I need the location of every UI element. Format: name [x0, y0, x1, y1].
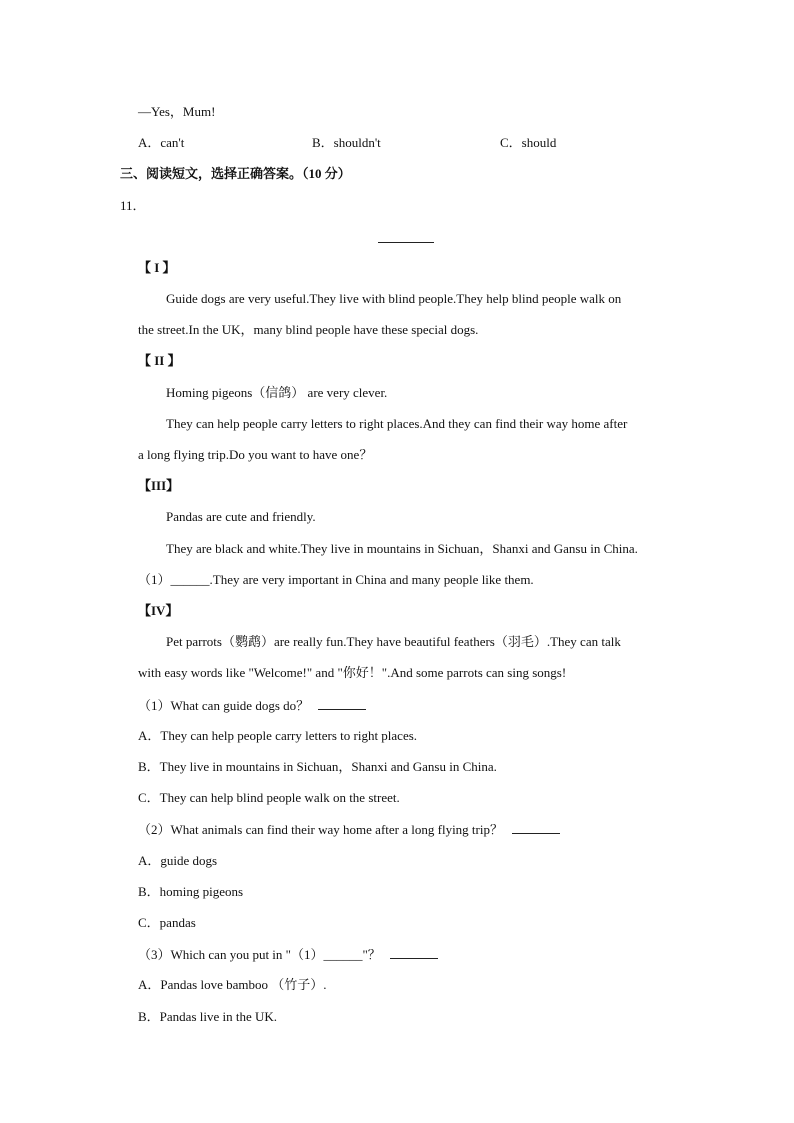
question-3-option-b: B．Pandas live in the UK.	[138, 1009, 278, 1024]
section-heading: 三、阅读短文，选择正确答案。（10 分）	[120, 166, 351, 181]
passage-2-line-2: They can help people carry letters to right places.And they can find their way home after	[166, 416, 628, 431]
q10-option-a: A．can't	[138, 135, 185, 150]
answer-blank-2[interactable]	[512, 821, 560, 834]
question-2-option-b: B．homing pigeons	[138, 884, 244, 899]
question-1-option-b: B．They live in mountains in Sichuan，Shanxi and Gansu in China.	[138, 759, 497, 774]
passage-3-line-1: Pandas are cute and friendly.	[166, 509, 316, 524]
question-2-text: （2）What animals can find their way home after a long flying trip？	[138, 822, 503, 837]
passage-label-4: 【IV】	[138, 603, 179, 618]
passage-1-line-2: the street.In the UK，many blind people have these special dogs.	[138, 322, 479, 337]
passage-4-line-2: with easy words like "Welcome!" and "你好！".And some parrots can sing songs!	[138, 665, 567, 680]
passage-3-line-2: They are black and white.They live in mountains in Sichuan，Shanxi and Gansu in China.	[166, 541, 638, 556]
question-3-option-a: A．Pandas love bamboo （竹子）.	[138, 977, 327, 992]
passage-label-3: 【III】	[138, 478, 180, 493]
question-1-text: （1）What can guide dogs do？	[138, 698, 310, 713]
question-3-stem	[138, 946, 438, 963]
passage-4-line-1: Pet parrots（鹦鹉）are really fun.They have beautiful feathers（羽毛）.They can talk	[166, 634, 621, 649]
q10-option-c: C．should	[500, 135, 557, 150]
passage-label-2: 【 II 】	[138, 353, 181, 368]
question-number: 11．	[120, 198, 146, 213]
passage-3-line-3: （1）______.They are very important in China and many people like them.	[138, 572, 534, 587]
passage-label-1: 【 I 】	[138, 260, 176, 275]
question-1-stem	[138, 697, 366, 714]
question-2-option-a: A．guide dogs	[138, 853, 218, 868]
passage-2-line-1: Homing pigeons（信鸽） are very clever.	[166, 385, 388, 400]
question-2-stem	[138, 821, 560, 838]
answer-blank-3[interactable]	[390, 946, 438, 959]
question-1-option-a: A．They can help people carry letters to right places.	[138, 728, 418, 743]
question-3-text: （3）Which can you put in "（1）______"？	[138, 947, 381, 962]
title-divider	[378, 242, 434, 243]
question-1-option-c: C．They can help blind people walk on the street.	[138, 790, 400, 805]
question-2-option-c: C．pandas	[138, 915, 196, 930]
answer-blank-1[interactable]	[318, 697, 366, 710]
passage-1-line-1: Guide dogs are very useful.They live with blind people.They help blind people walk on	[166, 291, 622, 306]
passage-2-line-3: a long flying trip.Do you want to have one？	[138, 447, 373, 462]
q10-reply: —Yes，Mum!	[138, 104, 216, 119]
q10-option-b: B．shouldn't	[312, 135, 381, 150]
